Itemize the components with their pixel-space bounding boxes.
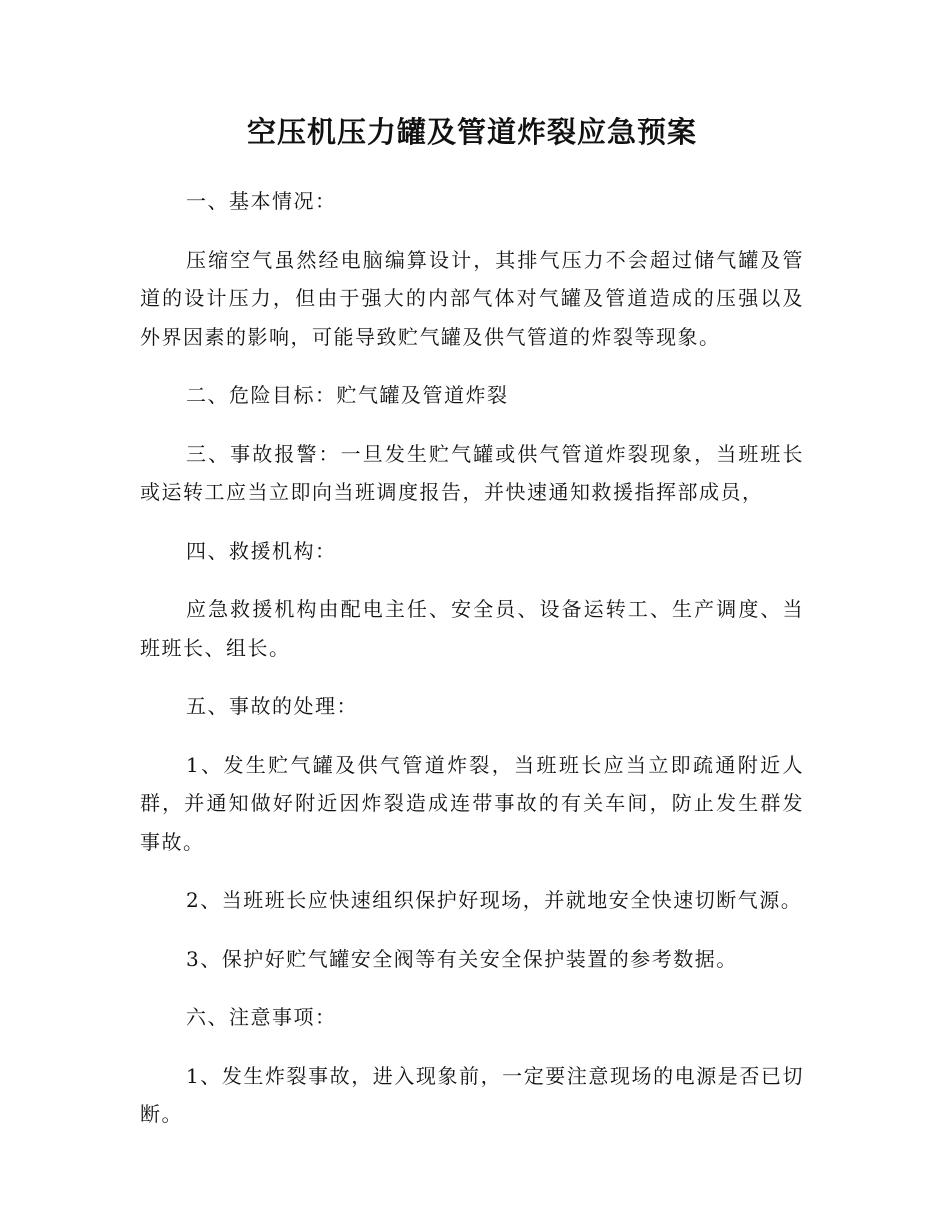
section-heading-hazard: 二、危险目标：贮气罐及管道炸裂 [186, 383, 509, 407]
paragraph-handling-2: 2、当班班长应快速组织保护好现场，并就地安全快速切断气源。 [186, 888, 803, 912]
paragraph-basic-situation: 压缩空气虽然经电脑编算设计，其排气压力不会超过储气罐及管道的设计压力，但由于强大的内部气体对气罐及管道造成的压强以及外界因素的影响，可能导致贮气罐及供气管道的炸裂等现象。 [140, 247, 804, 349]
document-title: 空压机压力罐及管道炸裂应急预案 [246, 115, 697, 149]
paragraph-rescue-org: 应急救援机构由配电主任、安全员、设备运转工、生产调度、当班班长、组长。 [140, 597, 804, 660]
paragraph-handling-1: 1、发生贮气罐及供气管道炸裂，当班班长应当立即疏通附近人群，并通知做好附近因炸裂造成连带事故的有关车间，防止发生群发事故。 [140, 752, 804, 854]
paragraph-alarm: 三、事故报警：一旦发生贮气罐或供气管道炸裂现象，当班班长或运转工应当立即向当班调度报告，并快速通知救援指挥部成员， [140, 441, 804, 504]
paragraph-notes-1: 1、发生炸裂事故，进入现象前，一定要注意现场的电源是否已切断。 [140, 1063, 804, 1126]
document-page [140, 112, 804, 1154]
paragraph-handling-3: 3、保护好贮气罐安全阀等有关安全保护装置的参考数据。 [186, 946, 738, 971]
section-heading-basic: 一、基本情况： [186, 189, 337, 213]
section-heading-rescue: 四、救援机构： [186, 538, 337, 563]
section-heading-handling: 五、事故的处理： [186, 694, 358, 718]
section-heading-notes: 六、注意事项： [186, 1005, 337, 1029]
